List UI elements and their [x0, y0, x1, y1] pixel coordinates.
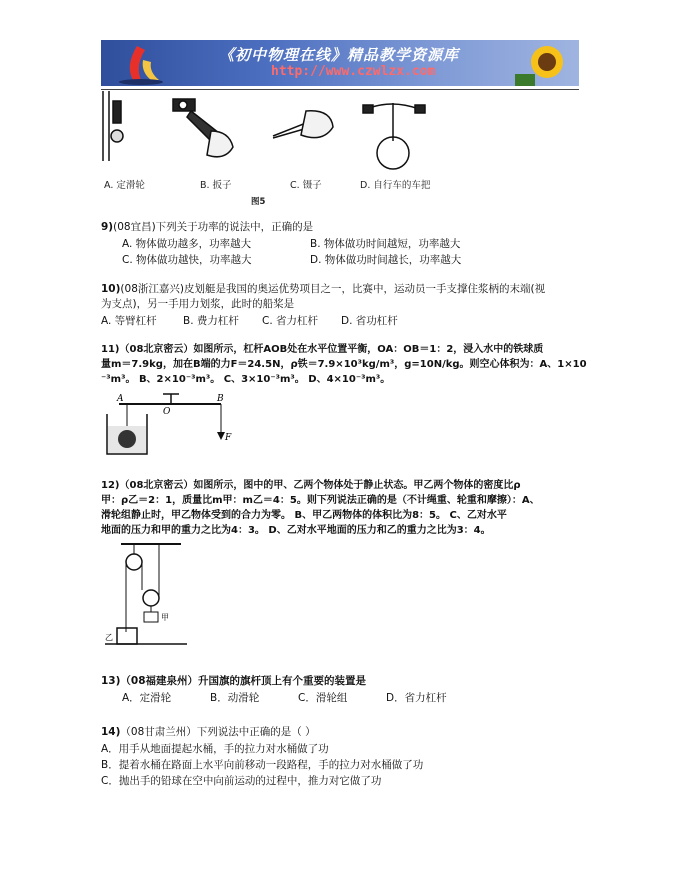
tweezers-hand-drawing — [273, 111, 333, 138]
lever-label-f: F — [225, 433, 232, 443]
pulley-drawing — [103, 91, 123, 161]
question-number: 12) — [101, 480, 120, 491]
figure-caption-b: B. 扳子 — [200, 180, 232, 191]
question-text-line1: （08北京密云）如图所示，图中的甲、乙两个物体处于静止状态。甲乙两个物体的密度比ρ — [119, 480, 521, 491]
question-12-line4: 地面的压力和甲的重力之比为4：3。 D、乙对水平地面的压力和乙的重力之比为3：4。 — [101, 525, 491, 536]
question-text-line1: (08浙江嘉兴)皮划艇是我国的奥运优势项目之一，比赛中，运动员一手支撑住浆柄的末端(视 — [120, 283, 546, 295]
question-text: (08宜昌)下列关于功率的说法中，正确的是 — [113, 221, 314, 233]
q9-option-d: D. 物体做功时间越长，功率越大 — [310, 254, 462, 266]
question-10-line2: 为支点)，另一手用力划浆，此时的船桨是 — [101, 298, 295, 310]
q14-option-b: B．提着水桶在路面上水平向前移动一段路程，手的拉力对水桶做了功 — [101, 759, 424, 771]
question-13 — [101, 674, 366, 689]
q13-option-a: A．定滑轮 — [122, 692, 172, 704]
lever-label-a: A — [117, 394, 124, 404]
bicycle-handlebar-drawing — [363, 103, 425, 169]
header-banner — [101, 40, 579, 86]
q14-option-c: C．抛出手的铅球在空中向前运动的过程中，推力对它做了功 — [101, 775, 382, 787]
lever-diagram — [101, 392, 251, 462]
figure-caption-c: C. 镊子 — [290, 180, 322, 191]
question-12-line3: 滑轮组静止时，甲乙物体受到的合力为零。 B、甲乙两物体的体积比为8：5。 C、乙对水平 — [101, 510, 507, 521]
figure-5-drawing — [101, 91, 461, 171]
q10-option-a: A. 等臂杠杆 — [101, 315, 157, 327]
question-number: 11) — [101, 344, 120, 355]
question-14 — [101, 725, 316, 740]
q10-option-b: B. 费力杠杆 — [183, 315, 239, 327]
figure-number-label: 图5 — [251, 197, 266, 207]
question-12-line2: 甲：ρ乙＝2：1，质量比m甲：m乙＝4：5。则下列说法正确的是（不计绳重、轮重和摩擦）：A、 — [101, 495, 540, 506]
banner-title: 《初中物理在线》精品教学资源库 — [219, 46, 460, 64]
question-text-line1: （08北京密云）如图所示，杠杆AOB处在水平位置平衡，OA：OB＝1：2，浸入水中的铁球质 — [119, 344, 544, 355]
question-number: 13) — [101, 675, 121, 687]
banner-url: http://www.czwlzx.com — [271, 64, 436, 79]
figure-caption-a: A. 定滑轮 — [104, 180, 145, 191]
question-number: 9) — [101, 221, 114, 233]
question-number: 14) — [101, 726, 121, 738]
question-11 — [101, 342, 543, 357]
q10-option-d: D. 省功杠杆 — [341, 315, 398, 327]
question-text: （08福建泉州）升国旗的旗杆顶上有个重要的装置是 — [120, 675, 367, 687]
question-12 — [101, 478, 521, 493]
pulley-system-diagram — [101, 540, 191, 660]
q13-option-b: B．动滑轮 — [210, 692, 260, 704]
q9-option-c: C. 物体做功越快，功率越大 — [122, 254, 252, 266]
pulley-label-yi: 乙 — [105, 633, 113, 642]
question-10 — [101, 282, 545, 297]
pulley-label-jia: 甲 — [161, 613, 169, 622]
figure-caption-d: D. 自行车的车把 — [360, 180, 431, 191]
q13-option-d: D．省力杠杆 — [386, 692, 447, 704]
wrench-hand-drawing — [173, 99, 233, 157]
question-number: 10) — [101, 283, 121, 295]
q9-option-b: B. 物体做功时间越短，功率越大 — [310, 238, 461, 250]
question-9 — [101, 220, 313, 235]
header-rule — [101, 89, 579, 90]
q10-option-c: C. 省力杠杆 — [262, 315, 319, 327]
q9-option-a: A. 物体做功越多，功率越大 — [122, 238, 252, 250]
q14-option-a: A．用手从地面提起水桶，手的拉力对水桶做了功 — [101, 743, 329, 755]
q13-option-c: C．滑轮组 — [298, 692, 348, 704]
question-11-line3: ⁻³m³。 B、2×10⁻³m³。 C、3×10⁻³m³。 D、4×10⁻³m³。 — [101, 374, 391, 385]
site-logo-icon — [107, 40, 177, 86]
lever-label-b: B — [217, 394, 224, 404]
lever-label-o: O — [163, 407, 171, 417]
sunflower-icon — [515, 40, 575, 86]
question-text: （08甘肃兰州）下列说法中正确的是（ ） — [120, 726, 316, 738]
question-11-line2: 量m＝7.9kg，加在B端的力F＝24.5N，ρ铁＝7.9×10³kg/m³，g=10N/kg。则空心体积为：A、1×10 — [101, 359, 587, 370]
